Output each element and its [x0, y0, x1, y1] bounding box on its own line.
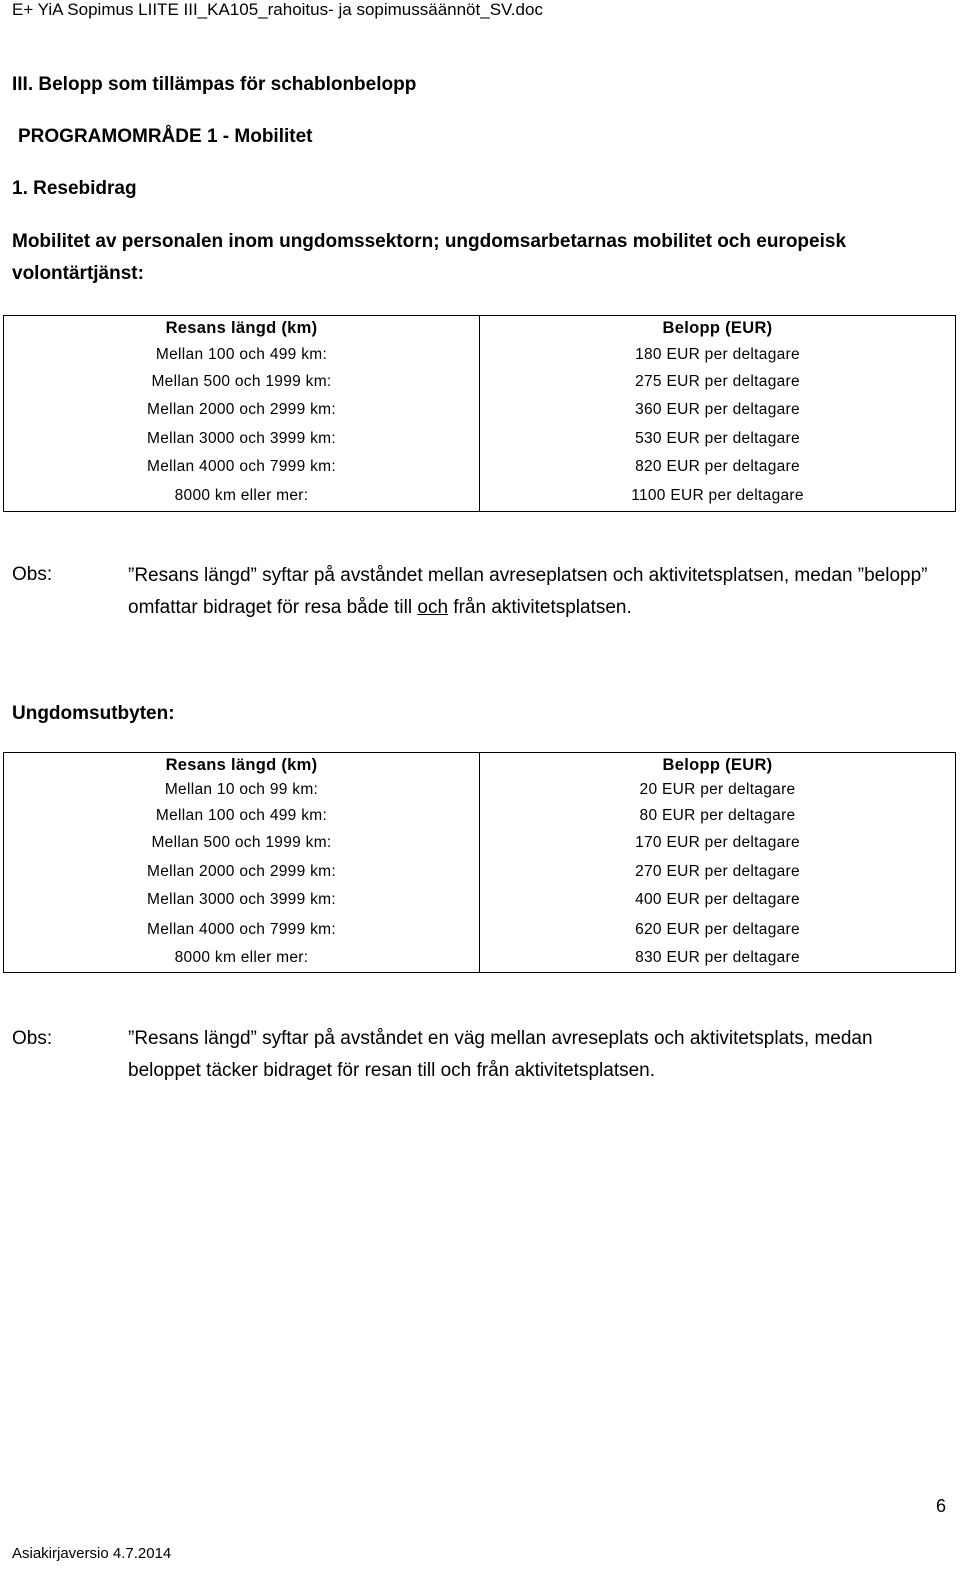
cell-distance: Mellan 2000 och 2999 km:: [4, 396, 480, 425]
cell-amount: 530 EUR per deltagare: [480, 425, 956, 453]
cell-amount: 820 EUR per deltagare: [480, 453, 956, 482]
table-row: [4, 453, 956, 482]
document-header-filename: E+ YiA Sopimus LIITE III_KA105_rahoitus- ja sopimussäännöt_SV.doc: [12, 0, 543, 19]
cell-amount: 360 EUR per deltagare: [480, 396, 956, 425]
footer-version: Asiakirjaversio 4.7.2014: [12, 1545, 172, 1562]
header-amount: Belopp (EUR): [480, 753, 956, 778]
rates-table-mobility: [3, 315, 956, 512]
cell-amount: 620 EUR per deltagare: [480, 915, 956, 945]
cell-amount: 20 EUR per deltagare: [480, 778, 956, 803]
table-row: [4, 425, 956, 453]
cell-distance: Mellan 4000 och 7999 km:: [4, 453, 480, 482]
header-distance: Resans längd (km): [4, 316, 480, 342]
cell-distance: Mellan 100 och 499 km:: [4, 342, 480, 368]
table-row: [4, 945, 956, 973]
table-row: [4, 778, 956, 803]
table-row: [4, 342, 956, 368]
cell-distance: Mellan 10 och 99 km:: [4, 778, 480, 803]
cell-amount: 275 EUR per deltagare: [480, 368, 956, 396]
table-row: [4, 396, 956, 425]
section-title: III. Belopp som tillämpas för schablonbelopp: [12, 74, 417, 95]
table-header-row: [4, 753, 956, 778]
table-header-row: [4, 316, 956, 342]
cell-distance: Mellan 4000 och 7999 km:: [4, 915, 480, 945]
cell-amount: 830 EUR per deltagare: [480, 945, 956, 973]
obs-note: ”Resans längd” syftar på avståndet en väg mellan avreseplats och aktivitetsplats, medan beloppet täcker bidraget för resan till och från aktivitetsplatsen.: [128, 1028, 873, 1081]
table-row: [4, 482, 956, 512]
cell-distance: 8000 km eller mer:: [4, 482, 480, 512]
cell-amount: 1100 EUR per deltagare: [480, 482, 956, 512]
program-title: PROGRAMOMRÅDE 1 - Mobilitet: [18, 126, 313, 147]
obs-note-part2: från aktivitetsplatsen.: [448, 597, 632, 618]
cell-distance: Mellan 3000 och 3999 km:: [4, 425, 480, 453]
header-amount: Belopp (EUR): [480, 316, 956, 342]
cell-distance: Mellan 2000 och 2999 km:: [4, 858, 480, 886]
cell-distance: Mellan 500 och 1999 km:: [4, 368, 480, 396]
intro-paragraph: Mobilitet av personalen inom ungdomssektorn; ungdomsarbetarnas mobilitet och europeisk volontärtjänst:: [12, 231, 847, 284]
cell-distance: Mellan 500 och 1999 km:: [4, 829, 480, 858]
subsection-title: 1. Resebidrag: [12, 178, 137, 199]
table-row: [4, 368, 956, 396]
header-distance: Resans längd (km): [4, 753, 480, 778]
obs-note-part1: ”Resans längd” syftar på avståndet mellan avreseplatsen och aktivitetsplatsen, medan ”belopp” omfattar bidraget för resa både till: [128, 565, 928, 618]
obs-label: Obs:: [12, 1028, 53, 1049]
table-row: [4, 915, 956, 945]
cell-amount: 80 EUR per deltagare: [480, 803, 956, 829]
table-row: [4, 886, 956, 915]
cell-distance: 8000 km eller mer:: [4, 945, 480, 973]
cell-amount: 270 EUR per deltagare: [480, 858, 956, 886]
cell-amount: 180 EUR per deltagare: [480, 342, 956, 368]
obs-note-underlined: och: [417, 597, 449, 618]
youth-exchange-title: Ungdomsutbyten:: [12, 703, 175, 724]
table-row: [4, 858, 956, 886]
obs-note: [128, 560, 948, 624]
rates-table-youth-exchange: [3, 752, 956, 973]
cell-amount: 170 EUR per deltagare: [480, 829, 956, 858]
cell-amount: 400 EUR per deltagare: [480, 886, 956, 915]
page-number: 6: [935, 1496, 946, 1516]
table-row: [4, 829, 956, 858]
table-row: [4, 803, 956, 829]
cell-distance: Mellan 3000 och 3999 km:: [4, 886, 480, 915]
obs-label: Obs:: [12, 564, 53, 585]
cell-distance: Mellan 100 och 499 km:: [4, 803, 480, 829]
